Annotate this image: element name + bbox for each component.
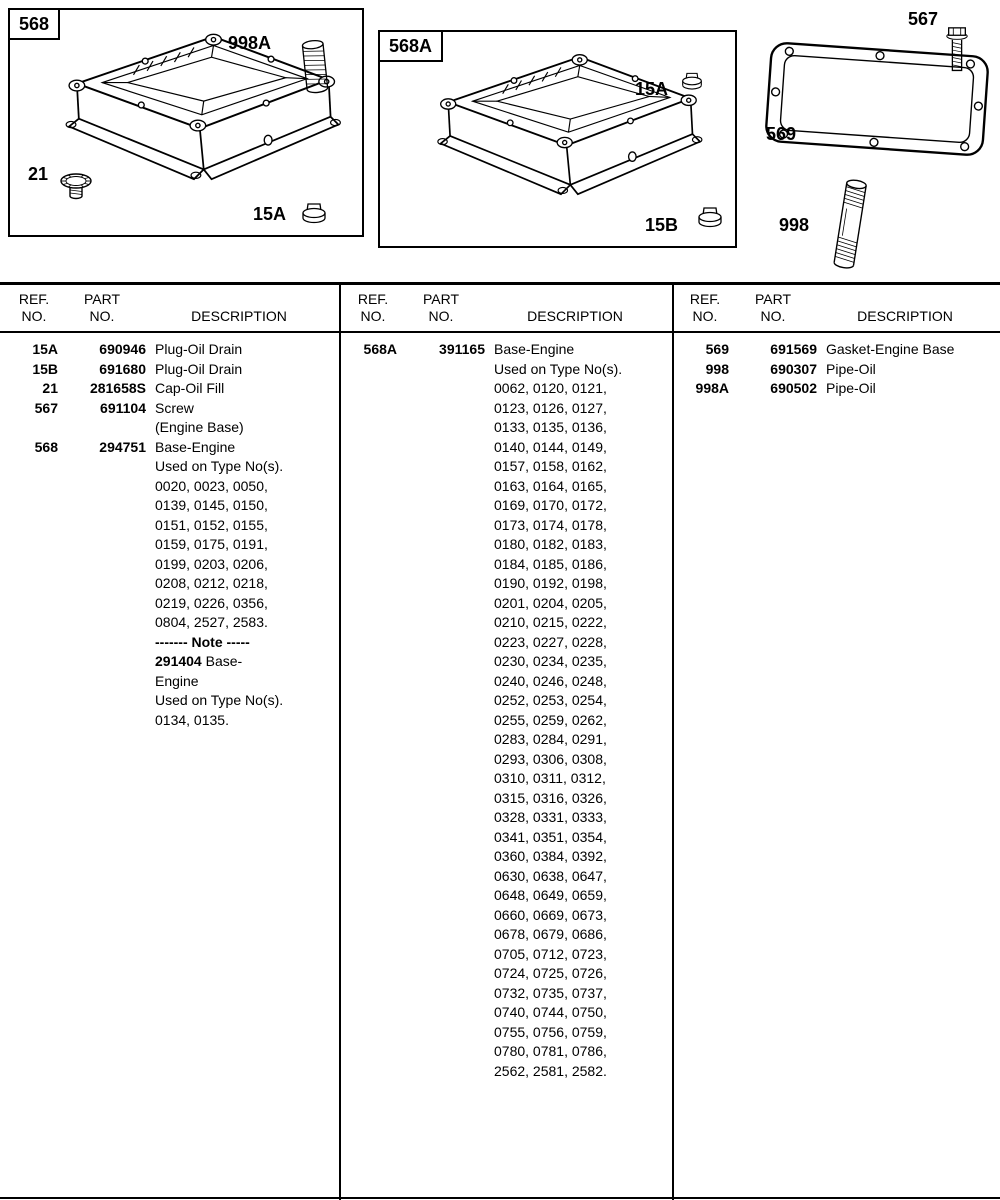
parts-column: [10, 287, 332, 730]
figure-box-568: [8, 8, 364, 237]
ref-no: 998A: [695, 380, 729, 396]
part-no: 691104: [100, 399, 146, 416]
table-row: [681, 360, 993, 380]
header-part-line2: NO.: [428, 308, 454, 324]
parts-column: [349, 287, 665, 1081]
gasket-illustration: [758, 24, 996, 174]
callout-998A: 998A: [228, 33, 272, 53]
parts-column: [681, 287, 993, 399]
oil-fill-cap-illustration: [56, 170, 98, 204]
header-ref-line1: REF.: [357, 291, 389, 307]
header-part-line1: PART: [83, 291, 121, 307]
header-part-line2: NO.: [89, 308, 115, 324]
header-part-line1: PART: [754, 291, 792, 307]
header-ref-line2: NO.: [692, 308, 718, 324]
header-description: [485, 291, 665, 340]
figure-label-568: 568: [8, 8, 60, 40]
ref-no: 569: [705, 341, 729, 357]
figure-box-568A: [378, 30, 737, 248]
description: Plug-Oil Drain: [155, 360, 243, 377]
ref-no: 567: [34, 399, 58, 416]
part-no: 691569: [770, 341, 817, 357]
part-no: 391165: [439, 341, 485, 357]
callout-569: 569: [766, 124, 797, 144]
ref-no: 15B: [32, 360, 58, 377]
description: Pipe-Oil: [826, 360, 876, 377]
header-description-label: DESCRIPTION: [191, 308, 287, 324]
part-no: 690307: [770, 360, 817, 377]
table-row: [681, 340, 993, 360]
header-ref-line1: REF.: [18, 291, 50, 307]
table-header: [681, 287, 993, 340]
callout-21: 21: [28, 164, 49, 184]
part-no: 690946: [99, 341, 146, 357]
part-no: 281658S: [89, 380, 146, 396]
header-ref-line1: REF.: [689, 291, 721, 307]
header-description-label: DESCRIPTION: [527, 308, 623, 324]
oil-drain-plug-illustration: [696, 204, 724, 230]
header-part: [58, 291, 146, 340]
ref-no: 568A: [363, 341, 397, 357]
column-divider-2: [672, 282, 674, 1200]
table-row: [10, 340, 332, 360]
header-ref: [349, 291, 397, 340]
description: Screw (Engine Base): [155, 399, 244, 435]
header-ref: [10, 291, 58, 340]
description: Base-Engine Used on Type No(s). 0062, 0120, 0121, 0123, 0126, 0127, 0133, 0135, 0136, 0140, 0144, 0149, 0157, 0158, 0162, 0163, 0164, 0165, 0169, 0170, 0172, 0173, 0174, 0178, 0180, 0182, 0183, 0184, 0185, 0186, 0190, 0192, 0198, 0201, 0204, 0205, 0210, 0215, 0222, 0223, 0227, 0228, 0230, 0234, 0235, 0240, 0246, 0248, 0252, 0253, 0254, 0255, 0259, 0262, 0283, 0284, 0291, 0293, 0306, 0308, 0310, 0311, 0312, 0315, 0316, 0326, 0328, 0331, 0333, 0341, 0351, 0354, 0360, 0384, 0392, 0630, 0638, 0647, 0648, 0649, 0659, 0660, 0669, 0673, 0678, 0679, 0686, 0705, 0712, 0723, 0724, 0725, 0726, 0732, 0735, 0737, 0740, 0744, 0750, 0755, 0756, 0759, 0780, 0781, 0786, 2562, 2581, 2582.: [494, 341, 623, 1079]
table-top-rule: [0, 282, 1000, 285]
engine-base-illustration: [404, 42, 716, 244]
part-no: 690502: [770, 380, 817, 396]
table-row: [10, 399, 332, 438]
table-header: [10, 287, 332, 340]
table-row: [10, 360, 332, 380]
header-ref-line2: NO.: [21, 308, 47, 324]
figure-label-568A: 568A: [378, 30, 443, 62]
oil-pipe-998-illustration: [826, 176, 874, 274]
description: Gasket-Engine Base: [826, 341, 955, 357]
part-no: 294751: [99, 438, 146, 455]
header-description: [146, 291, 332, 340]
ref-no: 21: [42, 380, 58, 396]
column-divider-1: [339, 282, 341, 1200]
header-ref: [681, 291, 729, 340]
callout-567: 567: [908, 9, 939, 29]
header-description-label: DESCRIPTION: [857, 308, 953, 324]
oil-drain-plug-illustration: [680, 70, 704, 92]
table-row: [349, 340, 665, 1081]
oil-pipe-998A-illustration: [298, 38, 332, 98]
table-row: [681, 379, 993, 399]
header-ref-line2: NO.: [360, 308, 386, 324]
description: Plug-Oil Drain: [155, 341, 243, 357]
ref-no: 568: [34, 438, 58, 455]
callout-15A-box2: 15A: [635, 79, 669, 99]
oil-drain-plug-illustration: [300, 200, 328, 226]
description: Cap-Oil Fill: [155, 380, 225, 396]
header-description: [817, 291, 993, 340]
header-part-line1: PART: [422, 291, 460, 307]
description: Base-Engine Used on Type No(s). 0020, 0023, 0050, 0139, 0145, 0150, 0151, 0152, 0155, 0159, 0175, 0191, 0199, 0203, 0206, 0208, 0212, 0218, 0219, 0226, 0356, 0804, 2527, 2583. ------- Note ----- 291404 Base- Engine Used on Type No(s). 0134, 0135.: [155, 438, 284, 728]
header-part-line2: NO.: [760, 308, 786, 324]
header-part: [729, 291, 817, 340]
callout-15A-box1: 15A: [253, 204, 287, 224]
ref-no: 15A: [32, 341, 58, 357]
callout-998: 998: [779, 215, 810, 235]
description: Pipe-Oil: [826, 380, 876, 396]
ref-no: 998: [705, 360, 729, 377]
callout-15B: 15B: [645, 215, 679, 235]
header-part: [397, 291, 485, 340]
table-row: [10, 379, 332, 399]
table-header: [349, 287, 665, 340]
table-bottom-rule: [0, 1197, 1000, 1199]
part-no: 691680: [99, 360, 146, 377]
table-row: [10, 438, 332, 731]
